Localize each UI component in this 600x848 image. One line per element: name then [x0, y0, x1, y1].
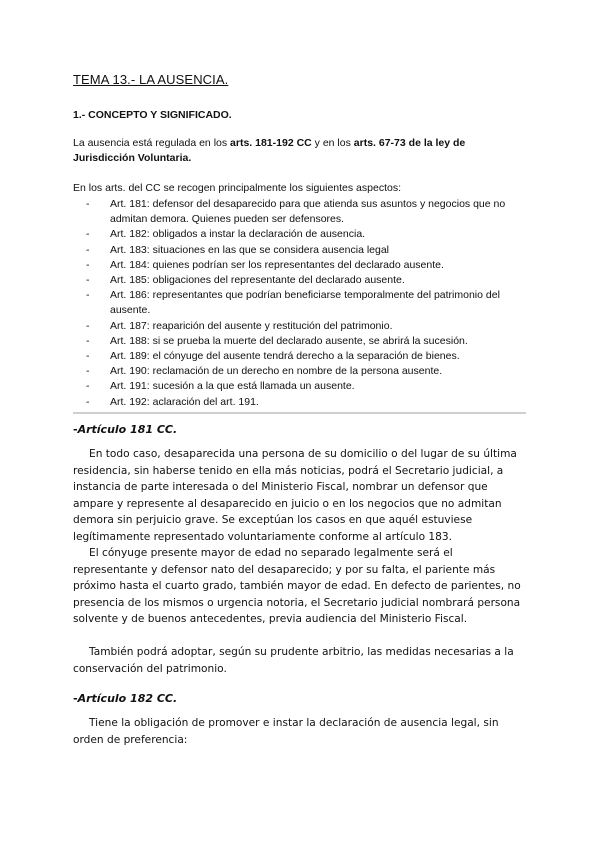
- list-item: [86, 349, 531, 364]
- horizontal-divider: [73, 412, 526, 414]
- article-181-prefix: -: [73, 423, 78, 436]
- list-dash: -: [86, 380, 90, 393]
- list-dash: -: [86, 289, 90, 302]
- articles-list: [86, 197, 531, 410]
- list-dash: -: [86, 334, 90, 347]
- list-item: [86, 288, 531, 318]
- list-item: [86, 227, 531, 242]
- section-heading: 1.- CONCEPTO Y SIGNIFICADO.: [73, 109, 232, 121]
- list-dash: -: [86, 365, 90, 378]
- article-181-paragraph-2: El cónyuge presente mayor de edad no separado legalmente será el representante y defensor nato del desaparecido; y por su falta, el pariente más próximo hasta el cuarto grado, también mayor de edad. En defecto de parientes, no presencia de los mismos o urgencia notoria, el Secretario judicial nombrará persona solvente y de buenos antecedentes, previa audiencia del Ministerio Fiscal.: [73, 547, 521, 625]
- list-dash: -: [86, 228, 90, 241]
- article-181-heading: [73, 423, 177, 436]
- list-item: [86, 364, 531, 379]
- list-item-text: Art. 189: el cónyuge del ausente tendrá derecho a la separación de bienes.: [110, 350, 460, 363]
- list-item: [86, 258, 531, 273]
- article-181-title: Artículo 181 CC.: [77, 423, 178, 436]
- list-dash: -: [86, 350, 90, 363]
- list-item: [86, 319, 531, 334]
- document-title: TEMA 13.- LA AUSENCIA.: [73, 72, 229, 87]
- list-item-text: Art. 190: reclamación de un derecho en nombre de la persona ausente.: [110, 365, 443, 378]
- list-item-text: Art. 183: situaciones en las que se considera ausencia legal: [110, 243, 390, 256]
- list-item: [86, 243, 531, 258]
- intro-text-2: y en los: [311, 137, 354, 149]
- list-item-text: Art. 192: aclaración del art. 191.: [110, 395, 259, 408]
- intro-paragraph: [73, 136, 523, 166]
- intro-text-1: La ausencia está regulada en los: [73, 137, 231, 149]
- list-dash: -: [86, 198, 90, 210]
- article-181-paragraph-3: También podrá adoptar, según su prudente arbitrio, las medidas necesarias a la conservación del patrimonio.: [73, 646, 514, 675]
- article-182-paragraph-1: Tiene la obligación de promover e instar la declaración de ausencia legal, sin orden de preferencia:: [73, 717, 499, 746]
- list-item-text: Art. 182: obligados a instar la declaración de ausencia.: [110, 228, 366, 241]
- list-item-text: Art. 186: representantes que podrían beneficiarse temporalmente del patrimonio del ausente.: [110, 289, 500, 317]
- list-item: [86, 197, 531, 227]
- list-item-text: Art. 181: defensor del desaparecido para que atienda sus asuntos y negocios que no admitan demora. Quienes pueden ser defensores.: [110, 198, 506, 226]
- list-item: [86, 395, 531, 410]
- article-182-title: Artículo 182 CC.: [77, 692, 178, 705]
- list-item-text: Art. 191: sucesión a la que está llamada un ausente.: [110, 380, 355, 393]
- article-182-heading: [73, 692, 177, 705]
- intro-bold-1: arts. 181-192 CC: [230, 137, 312, 149]
- list-item: [86, 379, 531, 394]
- list-dash: -: [86, 274, 90, 287]
- list-dash: -: [86, 395, 90, 408]
- list-item: [86, 334, 531, 349]
- list-item-text: Art. 184: quienes podrían ser los representantes del declarado ausente.: [110, 258, 444, 271]
- list-item-text: Art. 185: obligaciones del representante del declarado ausente.: [110, 274, 405, 287]
- list-lead: En los arts. del CC se recogen principalmente los siguientes aspectos:: [73, 182, 402, 194]
- list-dash: -: [86, 258, 90, 271]
- list-dash: -: [86, 319, 90, 332]
- list-item-text: Art. 188: si se prueba la muerte del declarado ausente, se abrirá la sucesión.: [110, 334, 468, 347]
- article-182-prefix: -: [73, 692, 78, 705]
- article-181-paragraph-1: En todo caso, desaparecida una persona de su domicilio o del lugar de su última residencia, sin haberse tenido en ella más noticias, podrá el Secretario judicial, a instancia de parte interesada o del Ministerio Fiscal, nombrar un defensor que ampare y represente al desaparecido en juicio o en los negocios que no admitan demora sin perjuicio grave. Se exceptúan los casos en que aquél estuviese legítimamente representado voluntariamente conforme al artículo 183.: [73, 448, 517, 543]
- list-item-text: Art. 187: reaparición del ausente y restitución del patrimonio.: [110, 319, 393, 332]
- list-dash: -: [86, 243, 90, 256]
- list-item: [86, 273, 531, 288]
- intro-bold-2: arts. 67-73 de la ley de Jurisdicción Voluntaria.: [73, 137, 466, 164]
